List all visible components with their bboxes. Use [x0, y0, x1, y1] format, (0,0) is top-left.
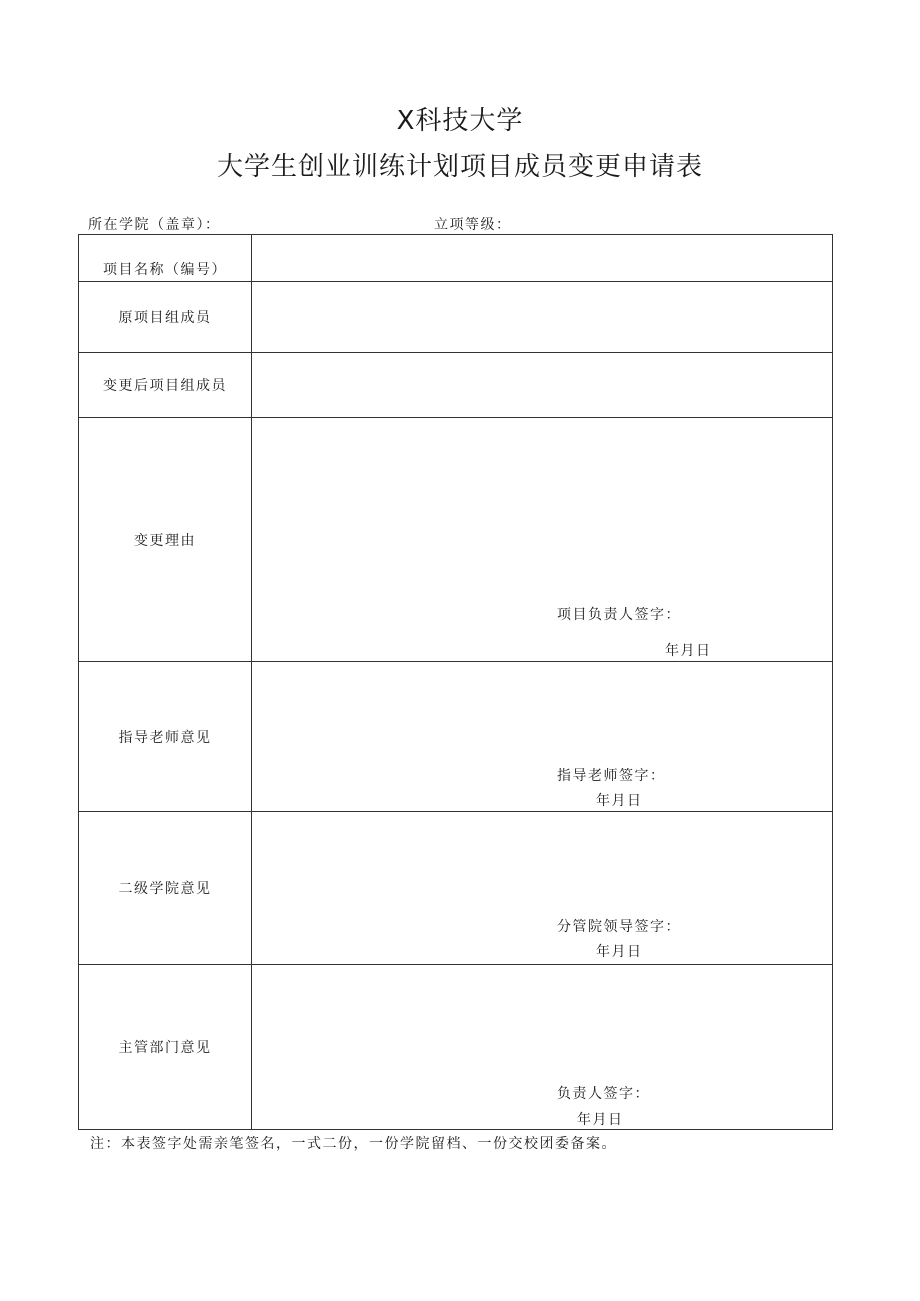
- document-title: X科技大学: [396, 106, 524, 136]
- department-opinion-label: 主管部门意见: [79, 965, 252, 1130]
- new-members-label: 变更后项目组成员: [79, 353, 252, 418]
- original-members-field[interactable]: [252, 282, 833, 353]
- leader-signature-label: 项目负责人签字：: [557, 607, 681, 623]
- advisor-opinion-label: 指导老师意见: [79, 662, 252, 812]
- change-reason-label: 变更理由: [79, 418, 252, 662]
- row-project-name: [79, 235, 833, 282]
- project-level-label: 立项等级：: [434, 217, 512, 233]
- department-signature-label: 负责人签字：: [557, 1086, 650, 1102]
- project-name-label: 项目名称（编号）: [79, 235, 252, 282]
- row-department-opinion: [79, 965, 833, 1130]
- college-date-label: 年月日: [596, 944, 643, 960]
- row-new-members: [79, 353, 833, 418]
- original-members-label: 原项目组成员: [79, 282, 252, 353]
- college-seal-label: 所在学院（盖章）：: [88, 217, 221, 233]
- form-title: 大学生创业训练计划项目成员变更申请表: [216, 152, 703, 182]
- project-name-field[interactable]: [252, 235, 833, 282]
- row-college-opinion: [79, 812, 833, 965]
- footer-note: 注：本表签字处需亲笔签名，一式二份，一份学院留档、一份交校团委备案。: [90, 1136, 617, 1152]
- department-date-label: 年月日: [577, 1112, 624, 1128]
- new-members-field[interactable]: [252, 353, 833, 418]
- leader-date-label: 年月日: [665, 643, 712, 659]
- college-opinion-label: 二级学院意见: [79, 812, 252, 965]
- college-opinion-field[interactable]: [252, 812, 833, 965]
- advisor-opinion-field[interactable]: [252, 662, 833, 812]
- row-original-members: [79, 282, 833, 353]
- change-reason-field[interactable]: [252, 418, 833, 662]
- advisor-date-label: 年月日: [596, 793, 643, 809]
- department-opinion-field[interactable]: [252, 965, 833, 1130]
- change-application-table: [78, 234, 833, 1130]
- advisor-signature-label: 指导老师签字：: [557, 768, 666, 784]
- college-leader-signature-label: 分管院领导签字：: [557, 919, 681, 935]
- row-advisor-opinion: [79, 662, 833, 812]
- row-change-reason: [79, 418, 833, 662]
